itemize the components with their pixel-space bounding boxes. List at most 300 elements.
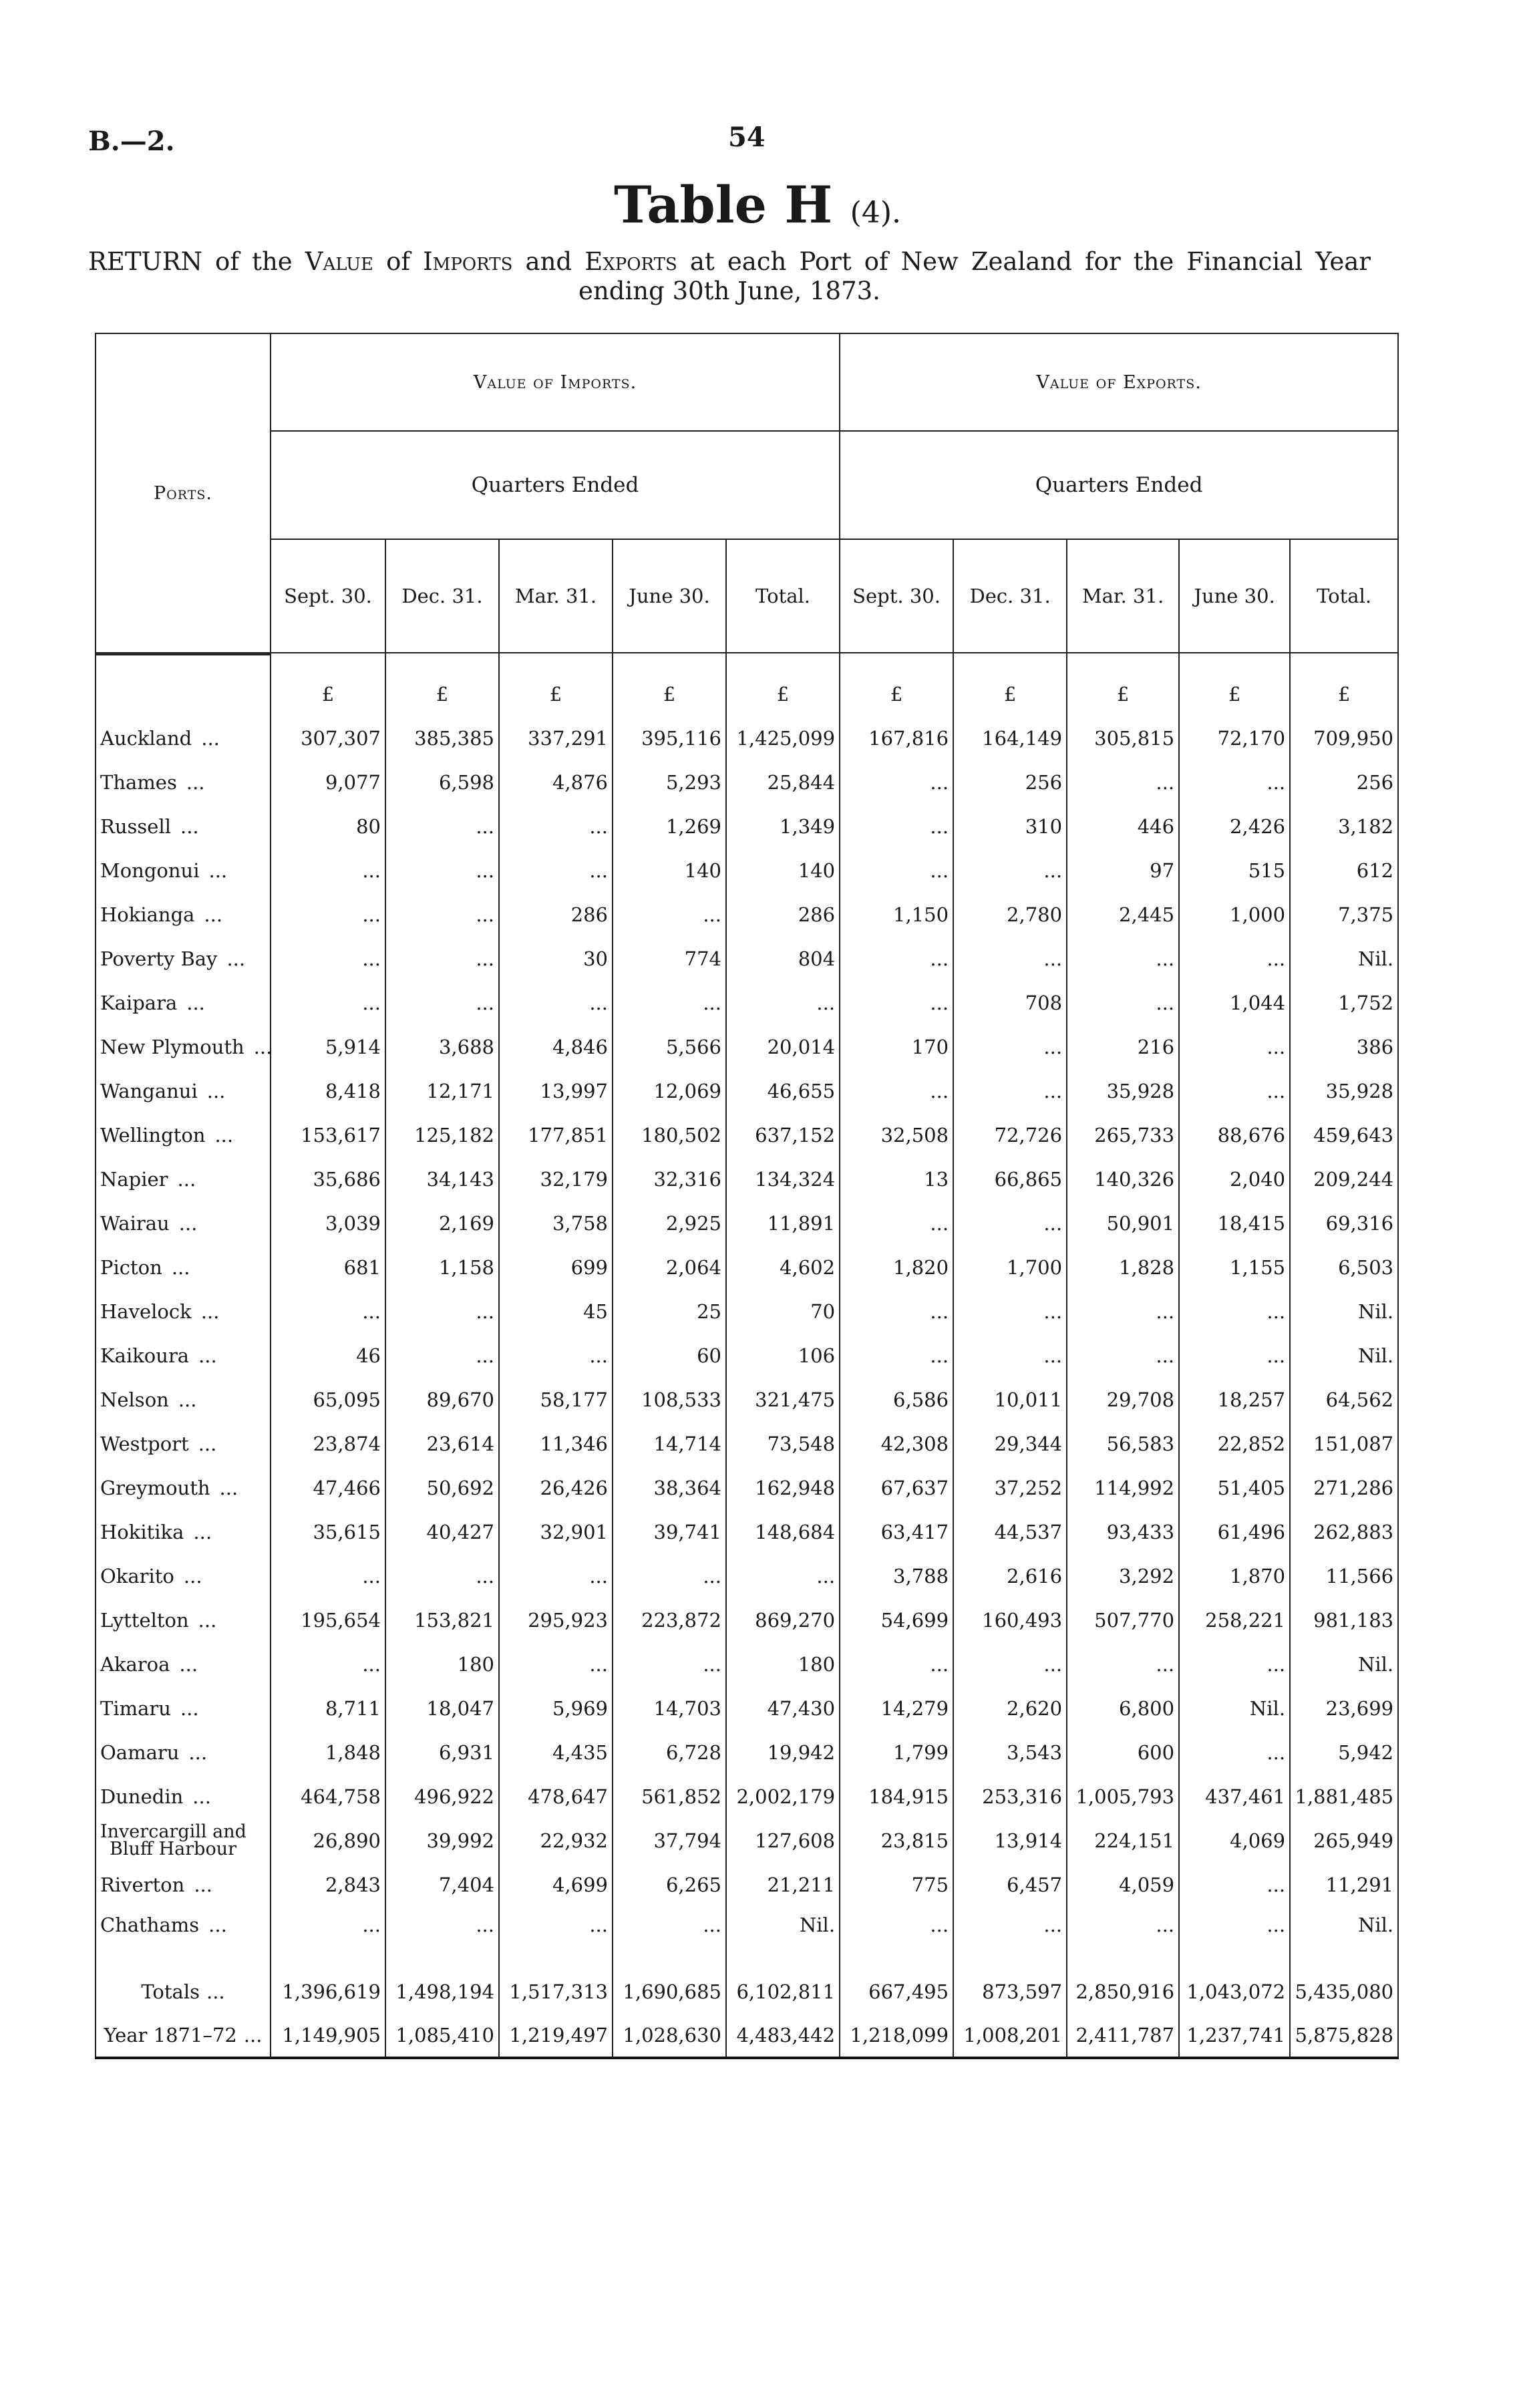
port-leader: ... xyxy=(219,1477,238,1499)
value-cell: 612 xyxy=(1290,849,1398,893)
value-cell: 385,385 xyxy=(385,716,499,760)
column-header: Mar. 31. xyxy=(499,539,613,653)
value-cell: 3,182 xyxy=(1290,804,1398,849)
port-name xyxy=(96,1157,271,1201)
value-cell: 88,676 xyxy=(1179,1113,1290,1157)
value-cell: 1,700 xyxy=(953,1245,1067,1290)
value-cell: 4,846 xyxy=(499,1025,613,1069)
value-cell: 1,396,619 xyxy=(271,1970,385,2014)
value-cell: 1,043,072 xyxy=(1179,1970,1290,2014)
value-cell: 437,461 xyxy=(1179,1775,1290,1819)
table-row xyxy=(96,1025,1398,1069)
imports-exports-table xyxy=(95,333,1399,2059)
value-cell: 1,425,099 xyxy=(726,716,840,760)
port-name xyxy=(96,1113,271,1157)
port-label: Mongonui xyxy=(100,859,200,882)
port-leader: ... xyxy=(180,815,199,838)
page-title xyxy=(0,175,1515,235)
table-row xyxy=(96,1466,1398,1510)
spacer-cell xyxy=(271,1943,385,1970)
spacer-cell xyxy=(953,1943,1067,1970)
value-cell: 337,291 xyxy=(499,716,613,760)
value-cell: 774 xyxy=(613,937,726,981)
value-cell: ... xyxy=(271,893,385,937)
port-name xyxy=(96,893,271,937)
port-name xyxy=(96,1334,271,1378)
value-cell: ... xyxy=(613,1642,726,1686)
port-name-line: Bluff Harbour xyxy=(110,1839,237,1859)
value-cell: 32,508 xyxy=(840,1113,953,1157)
value-cell: ... xyxy=(840,981,953,1025)
value-cell: 7,404 xyxy=(385,1863,499,1907)
port-label: Russell xyxy=(100,815,171,838)
value-cell: 54,699 xyxy=(840,1598,953,1642)
value-cell: ... xyxy=(499,1334,613,1378)
port-name xyxy=(96,1775,271,1819)
value-cell: 1,820 xyxy=(840,1245,953,1290)
value-cell: ... xyxy=(1067,1642,1179,1686)
row-label xyxy=(96,2014,271,2058)
value-cell: 637,152 xyxy=(726,1113,840,1157)
table-row xyxy=(96,1775,1398,1819)
value-cell: 11,566 xyxy=(1290,1554,1398,1598)
value-cell: ... xyxy=(1179,1069,1290,1113)
value-cell: 42,308 xyxy=(840,1422,953,1466)
value-cell: 515 xyxy=(1179,849,1290,893)
value-cell: ... xyxy=(271,937,385,981)
value-cell: 6,728 xyxy=(613,1730,726,1775)
value-cell: 25,844 xyxy=(726,760,840,804)
value-cell: 804 xyxy=(726,937,840,981)
port-leader: ... xyxy=(206,1080,226,1102)
value-cell: 262,883 xyxy=(1290,1510,1398,1554)
table-row xyxy=(96,981,1398,1025)
value-cell: 93,433 xyxy=(1067,1510,1179,1554)
port-label: Picton xyxy=(100,1256,162,1279)
value-cell: 223,872 xyxy=(613,1598,726,1642)
currency-symbol: £ xyxy=(613,653,726,716)
value-cell: 224,151 xyxy=(1067,1819,1179,1863)
value-cell: 2,169 xyxy=(385,1201,499,1245)
value-cell: 134,324 xyxy=(726,1157,840,1201)
currency-symbol: £ xyxy=(1290,653,1398,716)
value-cell: 310 xyxy=(953,804,1067,849)
table-row xyxy=(96,804,1398,849)
value-cell: Nil. xyxy=(1290,937,1398,981)
caption-line-1: RETURN of the Value of Imports and Exports at each Port of New Zealand for the Financial Year xyxy=(88,247,1371,276)
exports-quarters-header: Quarters Ended xyxy=(840,431,1398,539)
value-cell: 32,901 xyxy=(499,1510,613,1554)
port-name xyxy=(96,1730,271,1775)
value-cell: 209,244 xyxy=(1290,1157,1398,1201)
value-cell: 6,265 xyxy=(613,1863,726,1907)
value-cell: 11,891 xyxy=(726,1201,840,1245)
value-cell: 5,875,828 xyxy=(1290,2014,1398,2058)
port-leader: ... xyxy=(214,1124,234,1147)
column-header: Total. xyxy=(1290,539,1398,653)
value-cell: 395,116 xyxy=(613,716,726,760)
port-leader: ... xyxy=(226,947,246,970)
value-cell: 6,503 xyxy=(1290,1245,1398,1290)
value-cell: ... xyxy=(499,1642,613,1686)
value-cell: 12,171 xyxy=(385,1069,499,1113)
port-name xyxy=(96,1245,271,1290)
table-row xyxy=(96,893,1398,937)
value-cell: 2,780 xyxy=(953,893,1067,937)
currency-symbol: £ xyxy=(271,653,385,716)
value-cell: 64,562 xyxy=(1290,1378,1398,1422)
port-label: Akaroa xyxy=(100,1653,170,1676)
value-cell: ... xyxy=(613,1907,726,1943)
value-cell: 35,928 xyxy=(1290,1069,1398,1113)
value-cell: ... xyxy=(385,981,499,1025)
table-caption xyxy=(88,247,1371,306)
spacer-cell xyxy=(385,1943,499,1970)
value-cell: 3,543 xyxy=(953,1730,1067,1775)
port-name xyxy=(96,1378,271,1422)
value-cell: ... xyxy=(1067,1907,1179,1943)
table-row xyxy=(96,1907,1398,1943)
value-cell: ... xyxy=(726,981,840,1025)
value-cell: 40,427 xyxy=(385,1510,499,1554)
value-cell: ... xyxy=(271,1290,385,1334)
value-cell: 253,316 xyxy=(953,1775,1067,1819)
value-cell: 1,000 xyxy=(1179,893,1290,937)
value-cell: 4,699 xyxy=(499,1863,613,1907)
column-header: Sept. 30. xyxy=(271,539,385,653)
value-cell: 1,005,793 xyxy=(1067,1775,1179,1819)
value-cell: ... xyxy=(499,981,613,1025)
value-cell: 3,758 xyxy=(499,1201,613,1245)
value-cell: 195,654 xyxy=(271,1598,385,1642)
currency-row xyxy=(96,653,1398,716)
port-name xyxy=(96,1863,271,1907)
value-cell: 10,011 xyxy=(953,1378,1067,1422)
spacer-cell xyxy=(1067,1943,1179,1970)
port-name-line: Invercargill and xyxy=(100,1821,246,1842)
value-cell: 6,598 xyxy=(385,760,499,804)
table-row xyxy=(96,1730,1398,1775)
column-header: Dec. 31. xyxy=(953,539,1067,653)
table-row xyxy=(96,1863,1398,1907)
value-cell: 37,252 xyxy=(953,1466,1067,1510)
port-leader: ... xyxy=(198,1609,217,1632)
value-cell: 21,211 xyxy=(726,1863,840,1907)
value-cell: 13 xyxy=(840,1157,953,1201)
value-cell: ... xyxy=(840,1642,953,1686)
value-cell: 80 xyxy=(271,804,385,849)
value-cell: 114,992 xyxy=(1067,1466,1179,1510)
value-cell: 44,537 xyxy=(953,1510,1067,1554)
value-cell: 148,684 xyxy=(726,1510,840,1554)
port-leader: ... xyxy=(208,1914,227,1936)
value-cell: 26,890 xyxy=(271,1819,385,1863)
value-cell: ... xyxy=(1067,1290,1179,1334)
value-cell: 23,699 xyxy=(1290,1686,1398,1730)
table-row xyxy=(96,1378,1398,1422)
value-cell: 11,346 xyxy=(499,1422,613,1466)
value-cell: ... xyxy=(499,1554,613,1598)
port-label: Chathams xyxy=(100,1914,200,1936)
title-main: Table H xyxy=(614,175,833,235)
value-cell: 386 xyxy=(1290,1025,1398,1069)
value-cell: ... xyxy=(953,849,1067,893)
value-cell: 295,923 xyxy=(499,1598,613,1642)
value-cell: 265,733 xyxy=(1067,1113,1179,1157)
value-cell: ... xyxy=(613,1554,726,1598)
value-cell: ... xyxy=(385,849,499,893)
port-name xyxy=(96,1907,271,1943)
value-cell: 1,085,410 xyxy=(385,2014,499,2058)
value-cell: 305,815 xyxy=(1067,716,1179,760)
port-leader: ... xyxy=(180,1697,199,1720)
value-cell: 2,040 xyxy=(1179,1157,1290,1201)
port-label: Poverty Bay xyxy=(100,947,218,970)
value-cell: 7,375 xyxy=(1290,893,1398,937)
table-row xyxy=(96,1069,1398,1113)
ports-header: Ports. xyxy=(96,333,271,653)
port-name xyxy=(96,1201,271,1245)
value-cell: 12,069 xyxy=(613,1069,726,1113)
value-cell: 23,614 xyxy=(385,1422,499,1466)
spacer-cell xyxy=(840,1943,953,1970)
port-leader: ... xyxy=(171,1256,190,1279)
table-row xyxy=(96,1290,1398,1334)
value-cell: 1,799 xyxy=(840,1730,953,1775)
value-cell: 25 xyxy=(613,1290,726,1334)
value-cell: 67,637 xyxy=(840,1466,953,1510)
value-cell: 60 xyxy=(613,1334,726,1378)
table-row xyxy=(96,1422,1398,1466)
value-cell: 20,014 xyxy=(726,1025,840,1069)
value-cell: ... xyxy=(1179,1863,1290,1907)
value-cell: 5,914 xyxy=(271,1025,385,1069)
value-cell: ... xyxy=(953,1290,1067,1334)
spacer-cell xyxy=(1179,1943,1290,1970)
value-cell: ... xyxy=(385,1290,499,1334)
value-cell: 307,307 xyxy=(271,716,385,760)
value-cell: 34,143 xyxy=(385,1157,499,1201)
port-name xyxy=(96,1025,271,1069)
value-cell: 30 xyxy=(499,937,613,981)
spacer-row xyxy=(96,1943,1398,1970)
table-row xyxy=(96,1334,1398,1378)
value-cell: 5,566 xyxy=(613,1025,726,1069)
row-label-leader: ... xyxy=(206,1980,225,2003)
value-cell: ... xyxy=(953,1025,1067,1069)
value-cell: 73,548 xyxy=(726,1422,840,1466)
port-label: Lyttelton xyxy=(100,1609,189,1632)
port-label: Wellington xyxy=(100,1124,206,1147)
value-cell: 5,435,080 xyxy=(1290,1970,1398,2014)
column-header: Dec. 31. xyxy=(385,539,499,653)
value-cell: 18,257 xyxy=(1179,1378,1290,1422)
value-cell: 72,170 xyxy=(1179,716,1290,760)
value-cell: ... xyxy=(840,1069,953,1113)
value-cell: ... xyxy=(1179,1025,1290,1069)
value-cell: 1,237,741 xyxy=(1179,2014,1290,2058)
port-name xyxy=(96,1069,271,1113)
port-leader: ... xyxy=(178,1212,198,1235)
value-cell: 11,291 xyxy=(1290,1863,1398,1907)
value-cell: 2,002,179 xyxy=(726,1775,840,1819)
port-label: Riverton xyxy=(100,1873,185,1896)
currency-symbol: £ xyxy=(840,653,953,716)
value-cell: 1,044 xyxy=(1179,981,1290,1025)
column-header: Mar. 31. xyxy=(1067,539,1179,653)
value-cell: 4,602 xyxy=(726,1245,840,1290)
value-cell: ... xyxy=(840,1907,953,1943)
value-cell: 19,942 xyxy=(726,1730,840,1775)
value-cell: 1,219,497 xyxy=(499,2014,613,2058)
table-row xyxy=(96,1157,1398,1201)
value-cell: 167,816 xyxy=(840,716,953,760)
value-cell: 271,286 xyxy=(1290,1466,1398,1510)
value-cell: 8,418 xyxy=(271,1069,385,1113)
value-cell: ... xyxy=(385,937,499,981)
value-cell: 1,269 xyxy=(613,804,726,849)
value-cell: 561,852 xyxy=(613,1775,726,1819)
table-row xyxy=(96,1598,1398,1642)
value-cell: 216 xyxy=(1067,1025,1179,1069)
value-cell: 1,848 xyxy=(271,1730,385,1775)
port-leader: ... xyxy=(200,1300,220,1323)
value-cell: ... xyxy=(499,804,613,849)
port-label: Timaru xyxy=(100,1697,171,1720)
value-cell: Nil. xyxy=(1290,1642,1398,1686)
value-cell: 4,059 xyxy=(1067,1863,1179,1907)
exports-header: Value of Exports. xyxy=(840,333,1398,431)
value-cell: ... xyxy=(953,937,1067,981)
value-cell: 1,498,194 xyxy=(385,1970,499,2014)
port-name xyxy=(96,1686,271,1730)
currency-symbol: £ xyxy=(499,653,613,716)
value-cell: 4,483,442 xyxy=(726,2014,840,2058)
value-cell: 14,714 xyxy=(613,1422,726,1466)
port-label: Havelock xyxy=(100,1300,192,1323)
value-cell: 1,870 xyxy=(1179,1554,1290,1598)
column-header-row xyxy=(96,539,1398,653)
value-cell: ... xyxy=(840,1334,953,1378)
value-cell: 47,466 xyxy=(271,1466,385,1510)
value-cell: 1,158 xyxy=(385,1245,499,1290)
port-name xyxy=(96,804,271,849)
ports-column-rule xyxy=(95,653,270,655)
table-row xyxy=(96,1201,1398,1245)
value-cell: 2,843 xyxy=(271,1863,385,1907)
value-cell: ... xyxy=(385,1554,499,1598)
value-cell: 709,950 xyxy=(1290,716,1398,760)
table-row xyxy=(96,1819,1398,1863)
port-name xyxy=(96,981,271,1025)
value-cell: 3,039 xyxy=(271,1201,385,1245)
value-cell: ... xyxy=(953,1642,1067,1686)
row-label-text: Year 1871–72 xyxy=(104,2024,237,2047)
value-cell: 51,405 xyxy=(1179,1466,1290,1510)
value-cell: 89,670 xyxy=(385,1378,499,1422)
port-label: Greymouth xyxy=(100,1477,210,1499)
row-label xyxy=(96,1970,271,2014)
value-cell: 153,821 xyxy=(385,1598,499,1642)
value-cell: ... xyxy=(1179,1642,1290,1686)
value-cell: 2,925 xyxy=(613,1201,726,1245)
value-cell: ... xyxy=(385,1907,499,1943)
value-cell: 14,703 xyxy=(613,1686,726,1730)
value-cell: 35,686 xyxy=(271,1157,385,1201)
value-cell: Nil. xyxy=(1179,1686,1290,1730)
value-cell: ... xyxy=(953,1069,1067,1113)
value-cell: 35,615 xyxy=(271,1510,385,1554)
port-name xyxy=(96,1422,271,1466)
value-cell: 256 xyxy=(953,760,1067,804)
table-row xyxy=(96,1554,1398,1598)
port-label: Wanganui xyxy=(100,1080,198,1102)
value-cell: 6,102,811 xyxy=(726,1970,840,2014)
value-cell: 32,316 xyxy=(613,1157,726,1201)
value-cell: ... xyxy=(1179,760,1290,804)
port-leader: ... xyxy=(253,1036,273,1058)
value-cell: ... xyxy=(613,893,726,937)
value-cell: 29,708 xyxy=(1067,1378,1179,1422)
value-cell: 2,064 xyxy=(613,1245,726,1290)
totals-row xyxy=(96,1970,1398,2014)
value-cell: 162,948 xyxy=(726,1466,840,1510)
value-cell: 446 xyxy=(1067,804,1179,849)
value-cell: 1,149,905 xyxy=(271,2014,385,2058)
document-code: B.—2. xyxy=(88,126,175,157)
value-cell: 29,344 xyxy=(953,1422,1067,1466)
port-name xyxy=(96,849,271,893)
value-cell: ... xyxy=(726,1554,840,1598)
value-cell: 6,931 xyxy=(385,1730,499,1775)
table-row xyxy=(96,1510,1398,1554)
value-cell: 2,426 xyxy=(1179,804,1290,849)
port-label: Westport xyxy=(100,1433,189,1455)
value-cell: 164,149 xyxy=(953,716,1067,760)
value-cell: ... xyxy=(840,1290,953,1334)
value-cell: 65,095 xyxy=(271,1378,385,1422)
value-cell: ... xyxy=(385,893,499,937)
value-cell: 2,850,916 xyxy=(1067,1970,1179,2014)
table-row xyxy=(96,849,1398,893)
value-cell: 18,415 xyxy=(1179,1201,1290,1245)
value-cell: 1,690,685 xyxy=(613,1970,726,2014)
value-cell: 4,876 xyxy=(499,760,613,804)
value-cell: 286 xyxy=(726,893,840,937)
value-cell: 1,517,313 xyxy=(499,1970,613,2014)
value-cell: ... xyxy=(840,937,953,981)
value-cell: ... xyxy=(271,1642,385,1686)
imports-header: Value of Imports. xyxy=(271,333,840,431)
port-leader: ... xyxy=(204,903,223,926)
value-cell: 258,221 xyxy=(1179,1598,1290,1642)
value-cell: 50,901 xyxy=(1067,1201,1179,1245)
value-cell: 699 xyxy=(499,1245,613,1290)
value-cell: ... xyxy=(499,849,613,893)
port-label: Kaipara xyxy=(100,992,178,1014)
value-cell: 869,270 xyxy=(726,1598,840,1642)
value-cell: 4,069 xyxy=(1179,1819,1290,1863)
table-row xyxy=(96,760,1398,804)
value-cell: 9,077 xyxy=(271,760,385,804)
value-cell: 1,752 xyxy=(1290,981,1398,1025)
value-cell: ... xyxy=(953,1334,1067,1378)
port-label: Nelson xyxy=(100,1388,169,1411)
value-cell: ... xyxy=(499,1907,613,1943)
value-cell: Nil. xyxy=(1290,1907,1398,1943)
value-cell: 13,997 xyxy=(499,1069,613,1113)
value-cell: 600 xyxy=(1067,1730,1179,1775)
